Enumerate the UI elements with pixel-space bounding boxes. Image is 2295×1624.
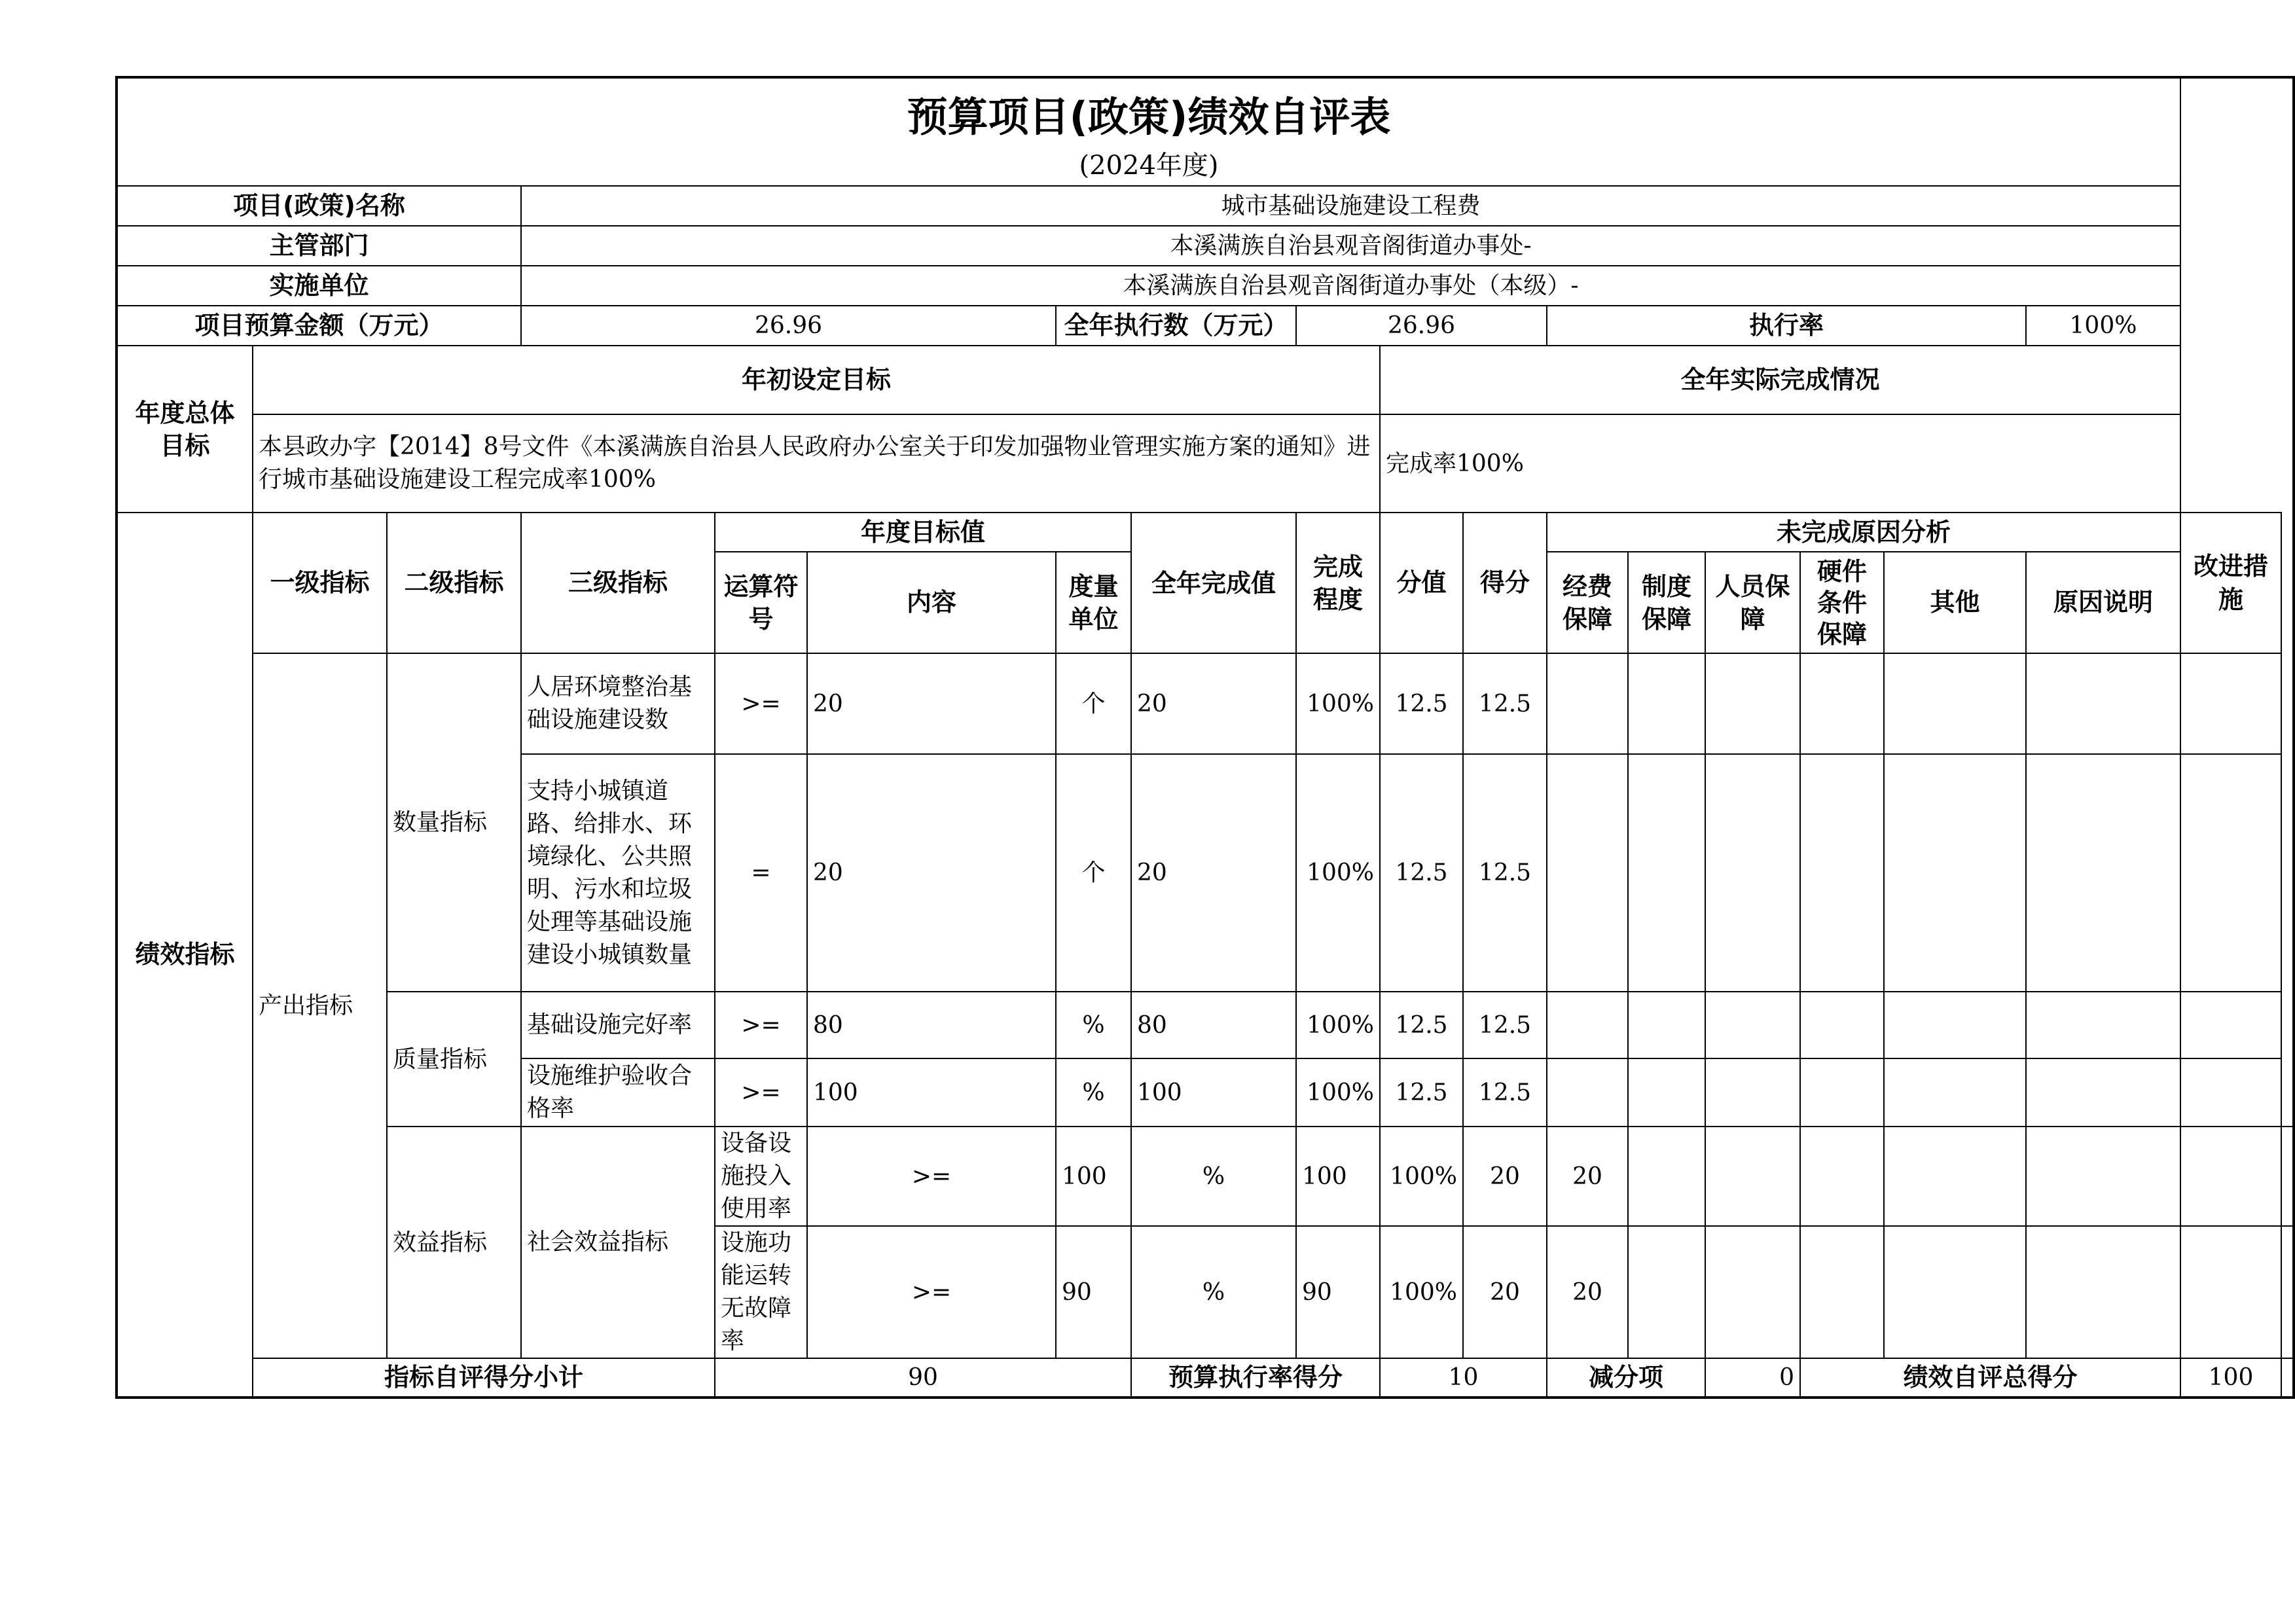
performance-evaluation-sheet <box>115 76 2295 1399</box>
indicator-name: 基础设施完好率 <box>521 992 715 1058</box>
empty-cell <box>1705 1127 1800 1226</box>
full-year-value: 20 <box>1131 653 1296 754</box>
unit-value: 个 <box>1056 653 1131 754</box>
actual-completion-text: 完成率100% <box>1380 414 2180 513</box>
other-header: 其他 <box>1884 552 2026 653</box>
completion-degree-header: 完成程度 <box>1296 513 1380 653</box>
empty-cell <box>1628 653 1705 754</box>
full-year-value: 20 <box>1131 754 1296 992</box>
actual-completion-header: 全年实际完成情况 <box>1380 346 2180 414</box>
level1-indicator-header: 一级指标 <box>253 513 387 653</box>
empty-cell <box>1705 653 1800 754</box>
operator-value: >= <box>715 653 807 754</box>
page-title: 预算项目(政策)绩效自评表 <box>117 77 2180 147</box>
empty-cell <box>1800 1226 1884 1358</box>
benefit-indicator-label: 效益指标 <box>387 1127 521 1358</box>
weight-value: 12.5 <box>1380 653 1463 754</box>
indicator-name: 设备设施投入使用率 <box>715 1127 807 1226</box>
execution-score-value: 10 <box>1380 1358 1547 1398</box>
unit-value: % <box>1131 1127 1296 1226</box>
indicator-name: 设施维护验收合格率 <box>521 1058 715 1127</box>
unit-value: % <box>1056 992 1131 1058</box>
empty-cell <box>2026 754 2180 992</box>
unit-value: 个 <box>1056 754 1131 992</box>
empty-cell <box>2026 653 2180 754</box>
score-value-header: 分值 <box>1380 513 1463 653</box>
completion-value: 100% <box>1296 754 1380 992</box>
weight-value: 12.5 <box>1380 1058 1463 1127</box>
deduction-value: 0 <box>1705 1358 1800 1398</box>
execution-score-label: 预算执行率得分 <box>1131 1358 1380 1398</box>
score-value: 20 <box>1547 1127 1628 1226</box>
empty-cell <box>2180 653 2281 754</box>
empty-cell <box>2180 1058 2281 1127</box>
empty-cell <box>1547 653 1628 754</box>
improvement-measures-header: 改进措施 <box>2180 513 2281 653</box>
level2-indicator-header: 二级指标 <box>387 513 521 653</box>
empty-cell <box>2180 754 2281 992</box>
level3-indicator-header: 三级指标 <box>521 513 715 653</box>
empty-cell <box>1628 1127 1705 1226</box>
empty-cell <box>1800 1127 1884 1226</box>
content-value: 20 <box>807 653 1056 754</box>
weight-value: 12.5 <box>1380 992 1463 1058</box>
deduction-label: 减分项 <box>1547 1358 1705 1398</box>
operator-value: >= <box>715 1058 807 1127</box>
completion-value: 100% <box>1380 1127 1463 1226</box>
weight-value: 20 <box>1463 1226 1547 1358</box>
empty-cell <box>1628 1226 1705 1358</box>
operator-value: >= <box>807 1127 1056 1226</box>
full-year-value: 80 <box>1131 992 1296 1058</box>
empty-cell <box>2026 1058 2180 1127</box>
total-score-label: 绩效自评总得分 <box>1800 1358 2180 1398</box>
indicator-name: 支持小城镇道路、给排水、环境绿化、公共照明、污水和垃圾处理等基础设施建设小城镇数量 <box>521 754 715 992</box>
full-year-value-header: 全年完成值 <box>1131 513 1296 653</box>
operator-value: >= <box>807 1226 1056 1358</box>
completion-value: 100% <box>1296 992 1380 1058</box>
weight-value: 20 <box>1463 1127 1547 1226</box>
score-header: 得分 <box>1463 513 1547 653</box>
empty-cell <box>2180 1226 2281 1358</box>
reason-analysis-header: 未完成原因分析 <box>1547 513 2180 552</box>
quantity-indicator-label: 数量指标 <box>387 653 521 992</box>
implementing-unit-value: 本溪满族自治县观音阁街道办事处（本级）- <box>521 266 2180 306</box>
content-header: 内容 <box>807 552 1056 653</box>
unit-value: % <box>1056 1058 1131 1127</box>
executed-amount-value: 26.96 <box>1296 306 1547 346</box>
funding-header: 经费保障 <box>1547 552 1628 653</box>
output-indicator-label: 产出指标 <box>253 653 387 1358</box>
empty-cell <box>1547 1058 1628 1127</box>
initial-target-header: 年初设定目标 <box>253 346 1380 414</box>
evaluation-table <box>115 76 2295 1399</box>
content-value: 80 <box>807 992 1056 1058</box>
empty-cell <box>1800 1058 1884 1127</box>
empty-cell <box>1800 754 1884 992</box>
initial-target-text: 本县政办字【2014】8号文件《本溪满族自治县人民政府办公室关于印发加强物业管理实施方案的通知》进行城市基础设施建设工程完成率100% <box>253 414 1380 513</box>
completion-value: 100% <box>1296 653 1380 754</box>
quality-indicator-label: 质量指标 <box>387 992 521 1127</box>
completion-value: 100% <box>1296 1058 1380 1127</box>
full-year-value: 100 <box>1296 1127 1380 1226</box>
report-year: (2024年度) <box>117 147 2180 186</box>
empty-cell <box>1628 754 1705 992</box>
indicator-subtotal-value: 90 <box>715 1358 1131 1398</box>
indicator-name: 设施功能运转无故障率 <box>715 1226 807 1358</box>
score-value: 12.5 <box>1463 653 1547 754</box>
full-year-value: 90 <box>1296 1226 1380 1358</box>
content-value: 90 <box>1056 1226 1131 1358</box>
empty-cell <box>2281 1226 2294 1358</box>
empty-cell <box>2180 992 2281 1058</box>
project-name-label: 项目(政策)名称 <box>117 186 521 226</box>
empty-cell <box>2026 1127 2180 1226</box>
empty-cell <box>1705 754 1800 992</box>
empty-cell <box>1884 754 2026 992</box>
reason-description-header: 原因说明 <box>2026 552 2180 653</box>
indicator-name: 人居环境整治基础设施建设数 <box>521 653 715 754</box>
empty-cell <box>1884 653 2026 754</box>
total-score-value: 100 <box>2180 1358 2281 1398</box>
empty-cell <box>1884 992 2026 1058</box>
score-value: 12.5 <box>1463 1058 1547 1127</box>
empty-cell <box>1547 992 1628 1058</box>
hardware-header: 硬件条件保障 <box>1800 552 1884 653</box>
personnel-header: 人员保障 <box>1705 552 1800 653</box>
empty-cell <box>1800 653 1884 754</box>
empty-cell <box>2281 1127 2294 1226</box>
operator-value: >= <box>715 992 807 1058</box>
empty-cell <box>2026 992 2180 1058</box>
unit-value: % <box>1131 1226 1296 1358</box>
empty-cell <box>1800 992 1884 1058</box>
empty-cell <box>1884 1127 2026 1226</box>
weight-value: 12.5 <box>1380 754 1463 992</box>
completion-value: 100% <box>1380 1226 1463 1358</box>
system-header: 制度保障 <box>1628 552 1705 653</box>
empty-cell <box>1705 1226 1800 1358</box>
empty-cell <box>1705 1058 1800 1127</box>
empty-cell <box>1884 1226 2026 1358</box>
empty-cell <box>1705 992 1800 1058</box>
executed-amount-label: 全年执行数（万元） <box>1056 306 1296 346</box>
empty-cell <box>1628 992 1705 1058</box>
project-name-value: 城市基础设施建设工程费 <box>521 186 2180 226</box>
unit-header: 度量单位 <box>1056 552 1131 653</box>
score-value: 12.5 <box>1463 754 1547 992</box>
execution-rate-label: 执行率 <box>1547 306 2026 346</box>
full-year-value: 100 <box>1131 1058 1296 1127</box>
budget-amount-label: 项目预算金额（万元） <box>117 306 521 346</box>
performance-indicators-label: 绩效指标 <box>117 513 253 1398</box>
empty-cell <box>2026 1226 2180 1358</box>
implementing-unit-label: 实施单位 <box>117 266 521 306</box>
empty-cell <box>2180 1127 2281 1226</box>
department-value: 本溪满族自治县观音阁街道办事处- <box>521 226 2180 266</box>
annual-goal-label: 年度总体目标 <box>117 346 253 513</box>
empty-cell <box>1884 1058 2026 1127</box>
score-value: 12.5 <box>1463 992 1547 1058</box>
content-value: 20 <box>807 754 1056 992</box>
execution-rate-value: 100% <box>2026 306 2180 346</box>
annual-target-header: 年度目标值 <box>715 513 1131 552</box>
indicator-subtotal-label: 指标自评得分小计 <box>253 1358 715 1398</box>
department-label: 主管部门 <box>117 226 521 266</box>
content-value: 100 <box>807 1058 1056 1127</box>
score-value: 20 <box>1547 1226 1628 1358</box>
operator-header: 运算符号 <box>715 552 807 653</box>
content-value: 100 <box>1056 1127 1131 1226</box>
operator-value: = <box>715 754 807 992</box>
empty-cell <box>1628 1058 1705 1127</box>
social-benefit-indicator-label: 社会效益指标 <box>521 1127 715 1358</box>
budget-amount-value: 26.96 <box>521 306 1056 346</box>
empty-cell <box>1547 754 1628 992</box>
